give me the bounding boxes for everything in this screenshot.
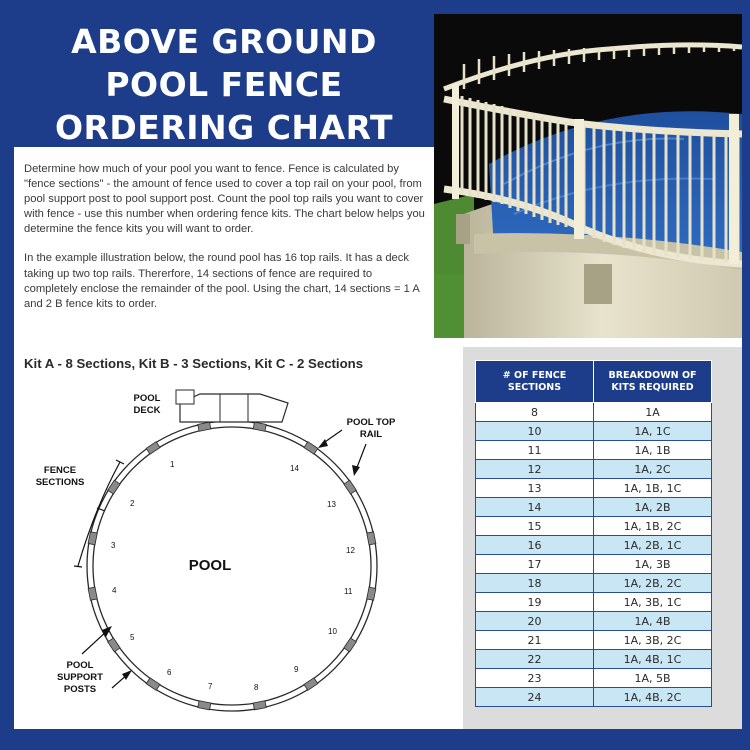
support-post (367, 587, 376, 600)
deck-shape (180, 394, 288, 422)
section-number: 13 (327, 500, 336, 509)
table-row (476, 517, 712, 536)
frame-left-border (0, 0, 14, 750)
section-number: 4 (112, 586, 117, 595)
support-post (344, 480, 356, 494)
cell-kits: 1A, 3B, 1C (594, 593, 712, 612)
cell-sections: 16 (476, 536, 594, 555)
header-fence-sections-line-1: # OF FENCE (502, 369, 567, 381)
section-number: 14 (290, 464, 299, 473)
cell-kits: 1A, 1B, 1C (594, 479, 712, 498)
cell-sections: 20 (476, 612, 594, 631)
section-number: 3 (111, 541, 116, 550)
support-post (108, 638, 120, 652)
cell-sections: 24 (476, 688, 594, 707)
section-number: 7 (208, 682, 213, 691)
pool-deck-label-1: POOL (133, 393, 161, 404)
cell-kits: 1A, 5B (594, 669, 712, 688)
cell-kits: 1A, 1B, 2C (594, 517, 712, 536)
table-row (476, 498, 712, 517)
section-number: 11 (344, 587, 353, 596)
cell-sections: 18 (476, 574, 594, 593)
instructions-paragraph-1: Determine how much of your pool you want to fence. Fence is calculated by "fence sections" - the amount of fence used to cover a top rail on your pool, from pool support post to pool support post. Count the pool top rails you want to cover with fence - use this number when ordering fence kits. The chart below helps you determine the fence kits you will want to order. (24, 163, 425, 236)
fence-sections-label-1: FENCE (43, 465, 77, 476)
kit-sizes-heading: Kit A - 8 Sections, Kit B - 3 Sections, Kit C - 2 Sections (24, 356, 364, 371)
cell-kits: 1A, 3B (594, 555, 712, 574)
cell-kits: 1A, 2B, 1C (594, 536, 712, 555)
support-posts (88, 422, 376, 710)
table-row (476, 593, 712, 612)
table-row (476, 460, 712, 479)
top-rail-label-1: POOL TOP (346, 417, 396, 428)
section-number: 5 (130, 633, 135, 642)
top-rail-label-2: RAIL (359, 429, 383, 440)
table-row (476, 403, 712, 422)
cell-kits: 1A, 3B, 2C (594, 631, 712, 650)
section-number: 9 (294, 665, 299, 674)
table-row (476, 612, 712, 631)
cell-kits: 1A, 4B (594, 612, 712, 631)
support-post (198, 422, 211, 431)
header-kits-breakdown-line-2: KITS REQUIRED (611, 381, 694, 393)
ordering-chart-table (475, 360, 712, 707)
fence-sections-label-2: SECTIONS (35, 477, 85, 488)
pool-deck-label-2: DECK (133, 405, 161, 416)
cell-sections: 19 (476, 593, 594, 612)
cell-kits: 1A, 4B, 1C (594, 650, 712, 669)
cell-sections: 21 (476, 631, 594, 650)
frame-right-border (742, 0, 750, 750)
section-number: 8 (254, 683, 259, 692)
section-number: 2 (130, 499, 135, 508)
cell-sections: 17 (476, 555, 594, 574)
header-fence-sections-line-2: SECTIONS (507, 381, 562, 393)
table-row (476, 631, 712, 650)
cell-kits: 1A (594, 403, 712, 422)
title-banner (14, 14, 434, 147)
support-post (367, 532, 376, 545)
section-number: 12 (346, 546, 355, 555)
cell-kits: 1A, 2B, 2C (594, 574, 712, 593)
support-post (304, 442, 318, 454)
table-row (476, 669, 712, 688)
table-row (476, 574, 712, 593)
support-post (304, 678, 318, 690)
cell-sections: 23 (476, 669, 594, 688)
cell-sections: 15 (476, 517, 594, 536)
cell-sections: 12 (476, 460, 594, 479)
cell-sections: 14 (476, 498, 594, 517)
support-posts-label-3: POSTS (63, 684, 97, 695)
table-row (476, 650, 712, 669)
cell-sections: 8 (476, 403, 594, 422)
section-numbers (111, 460, 355, 692)
table-row (476, 441, 712, 460)
support-post (253, 701, 266, 710)
pool-diagram (20, 378, 430, 728)
title-line-2: POOL FENCE (105, 65, 343, 104)
instructions-text (24, 162, 426, 326)
header-kits-breakdown-line-1: BREAKDOWN OF (608, 369, 697, 381)
header-kits-breakdown (594, 361, 712, 403)
support-post (146, 678, 160, 690)
frame-top-border (0, 0, 750, 14)
instructions-paragraph-2: In the example illustration below, the round pool has 16 top rails. It has a deck taking up two top rails. Thererfore, 14 sections of fence are required to completely enclose the remainder of the pool. Using the chart, 14 sections = 1 A and 2 B fence kits to order. (24, 252, 420, 310)
pool-fence-photo (434, 14, 742, 338)
pool-label: POOL (188, 557, 232, 574)
cell-sections: 22 (476, 650, 594, 669)
table-row (476, 422, 712, 441)
cell-sections: 10 (476, 422, 594, 441)
section-number: 6 (167, 668, 172, 677)
cell-kits: 1A, 2C (594, 460, 712, 479)
cell-sections: 13 (476, 479, 594, 498)
frame-bottom-border (0, 729, 750, 750)
support-post (88, 532, 97, 545)
support-post (253, 422, 266, 431)
section-number: 1 (170, 460, 175, 469)
table-row (476, 536, 712, 555)
cell-kits: 1A, 2B (594, 498, 712, 517)
table-header-row (476, 361, 712, 403)
support-post (146, 442, 160, 454)
title-line-3: ORDERING CHART (54, 108, 394, 147)
cell-sections: 11 (476, 441, 594, 460)
support-post (198, 701, 211, 710)
table-row (476, 479, 712, 498)
title-line-1: ABOVE GROUND (71, 22, 377, 61)
support-posts-label-1: POOL (66, 660, 94, 671)
table-row (476, 688, 712, 707)
table-row (476, 555, 712, 574)
support-post (88, 587, 97, 600)
section-number: 10 (328, 627, 337, 636)
header-fence-sections (476, 361, 594, 403)
cell-kits: 1A, 1B (594, 441, 712, 460)
cell-kits: 1A, 4B, 2C (594, 688, 712, 707)
cell-kits: 1A, 1C (594, 422, 712, 441)
support-posts-label-2: SUPPORT (57, 672, 103, 683)
support-post (344, 638, 356, 652)
